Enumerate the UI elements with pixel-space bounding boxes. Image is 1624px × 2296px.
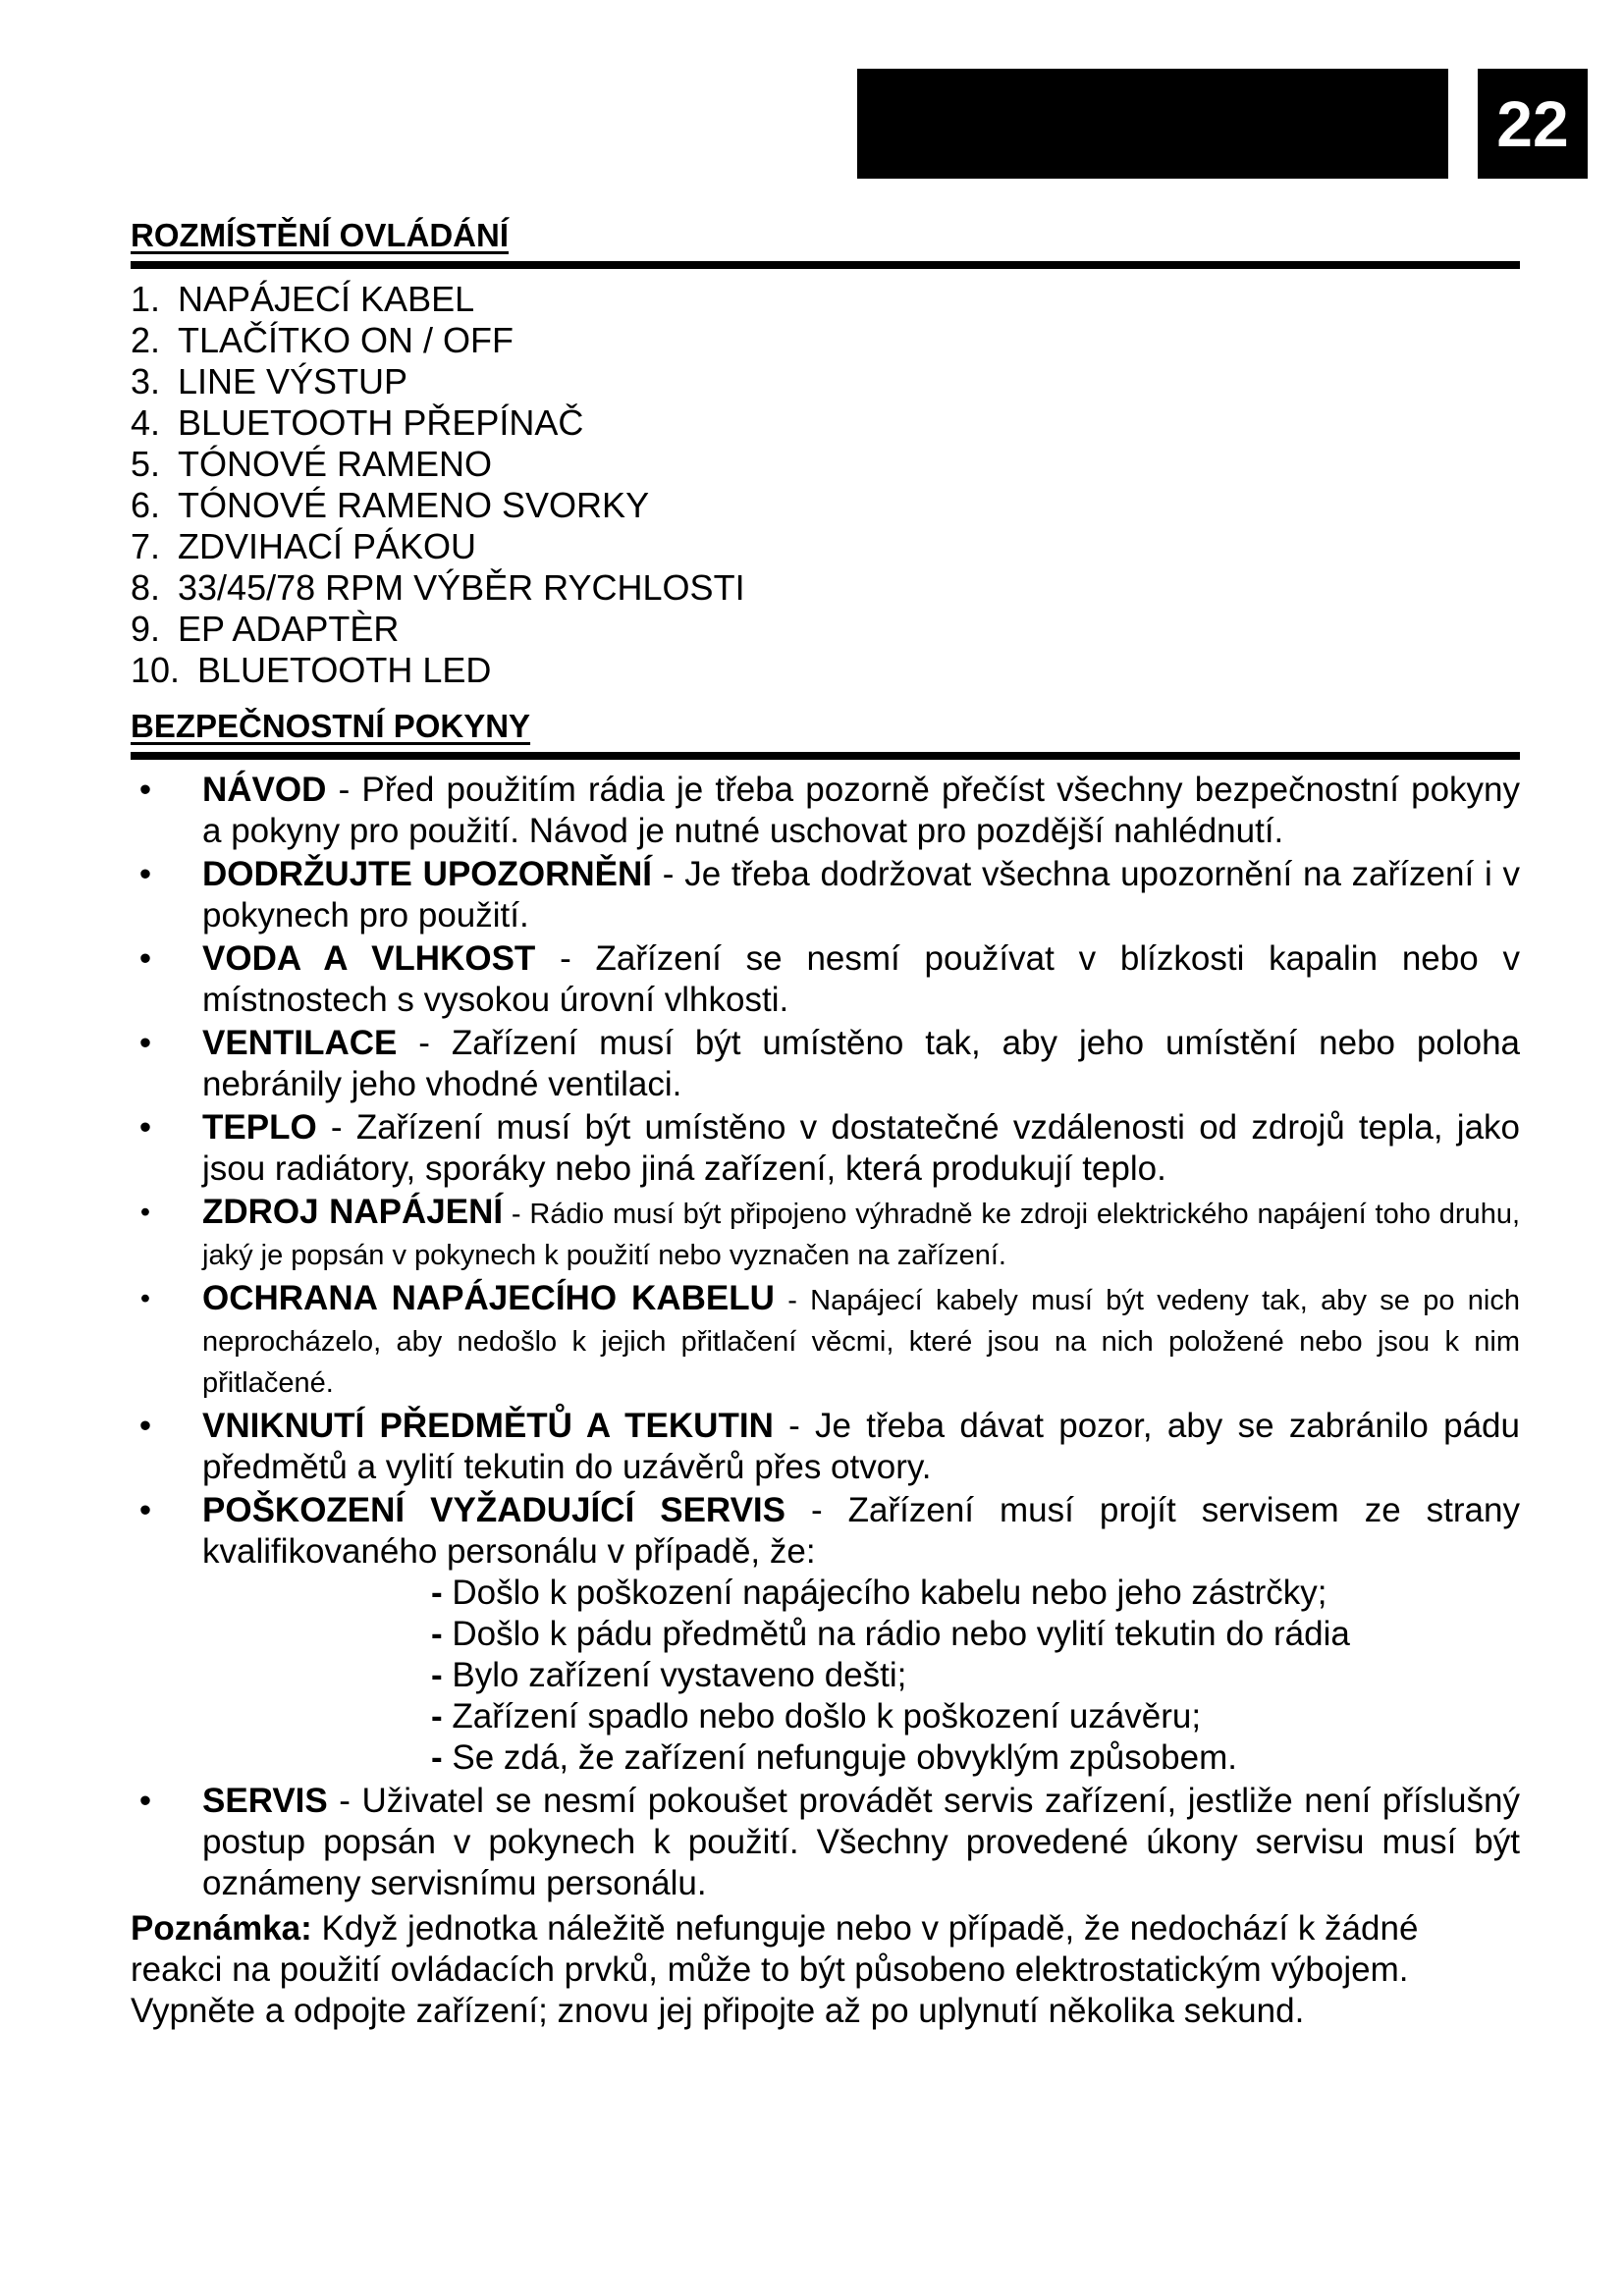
note-text: Když jednotka náležitě nefunguje nebo v případě, že nedochází k žádné reakci na použití ovládacích prvků, může to být působeno elektrostatickým výbojem. Vypněte a odpojte zařízení; znovu jej připojte až po uplynutí několika sekund. <box>131 1909 1419 2030</box>
page-number: 22 <box>1478 69 1588 179</box>
list-item: 1. NAPÁJECÍ KABEL <box>131 279 475 319</box>
safety-item-ventilation: • VENTILACE - Zařízení musí být umístěno tak, aby jeho umístění nebo poloha nebránily jeho vhodné ventilaci. <box>138 1024 1520 1103</box>
list-item: - Došlo k pádu předmětů na rádio nebo vylití tekutin do rádia <box>431 1615 1350 1653</box>
list-item: 5. TÓNOVÉ RAMENO <box>131 444 493 484</box>
safety-item-manual: • NÁVOD - Před použitím rádia je třeba pozorně přečíst všechny bezpečnostní pokyny a pokyny pro použití. Návod je nutné uschovat pro pozdější nahlédnutí. <box>138 771 1520 850</box>
safety-item-service: • SERVIS - Uživatel se nesmí pokoušet provádět servis zařízení, jestliže není příslušný postup popsán v pokynech k použití. Všechny provedené úkony servisu musí být oznámeny servisnímu personálu. <box>138 1782 1520 1902</box>
list-item: - Bylo zařízení vystaveno dešti; <box>431 1656 907 1694</box>
list-item: - Zařízení spadlo nebo došlo k poškození uzávěru; <box>431 1697 1202 1735</box>
header-black-bar <box>857 69 1448 179</box>
safety-item-warnings: • DODRŽUJTE UPOZORNĚNÍ - Je třeba dodržovat všechna upozornění na zařízení i v pokynech pro použití. <box>138 855 1520 934</box>
list-item: 9. EP ADAPTÈR <box>131 609 400 649</box>
list-item: 10. BLUETOOTH LED <box>131 650 492 690</box>
safety-item-cable-protection: • OCHRANA NAPÁJECÍHO KABELU - Napájecí kabely musí být vedeny tak, aby se po nich neprocházelo, aby nedošlo k jejich přitlačení věcmi, které jsou na nich položené nebo jsou k nim přitlačené. <box>139 1279 1520 1399</box>
list-item: 2. TLAČÍTKO ON / OFF <box>131 320 514 360</box>
page-content <box>131 212 1520 2032</box>
note-paragraph <box>131 1908 1505 2032</box>
safety-section-title: BEZPEČNOSTNÍ POKYNY <box>131 703 1520 760</box>
list-item: - Došlo k poškození napájecího kabelu nebo jeho zástrčky; <box>431 1574 1327 1612</box>
safety-list <box>131 770 1520 1904</box>
list-item: 3. LINE VÝSTUP <box>131 361 408 401</box>
safety-item-power-source: • ZDROJ NAPÁJENÍ - Rádio musí být připojeno výhradně ke zdroji elektrického napájení toho druhu, jaký je popsán v pokynech k použití nebo vyznačen na zařízení. <box>139 1193 1521 1271</box>
controls-list <box>131 279 1520 691</box>
list-item: 7. ZDVIHACÍ PÁKOU <box>131 526 477 566</box>
service-cases-list <box>202 1573 1520 1779</box>
controls-section-title: ROZMÍSTĚNÍ OVLÁDÁNÍ <box>131 212 1520 269</box>
safety-item-objects-liquids: • VNIKNUTÍ PŘEDMĚTŮ A TEKUTIN - Je třeba dávat pozor, aby se zabránilo pádu předmětů a vylití tekutin do uzávěrů přes otvory. <box>138 1407 1520 1486</box>
note-label: Poznámka: <box>131 1909 312 1948</box>
list-item: 8. 33/45/78 RPM VÝBĚR RYCHLOSTI <box>131 567 745 608</box>
safety-item-heat: • TEPLO - Zařízení musí být umístěno v dostatečné vzdálenosti od zdrojů tepla, jako jsou radiátory, sporáky nebo jiná zařízení, která produkují teplo. <box>138 1108 1520 1188</box>
list-item: - Se zdá, že zařízení nefunguje obvyklým způsobem. <box>431 1738 1237 1777</box>
list-item: 4. BLUETOOTH PŘEPÍNAČ <box>131 402 584 443</box>
list-item: 6. TÓNOVÉ RAMENO SVORKY <box>131 485 650 525</box>
safety-item-water: • VODA A VLHKOST - Zařízení se nesmí používat v blízkosti kapalin nebo v místnostech s vysokou úrovní vlhkosti. <box>138 939 1520 1019</box>
safety-item-damage-service: • POŠKOZENÍ VYŽADUJÍCÍ SERVIS - Zařízení musí projít servisem ze strany kvalifikovaného personálu v případě, že: - Došlo k poškození napájecího kabelu nebo jeho zástrčky; - Došlo k pádu předmětů na rádio nebo vylití tekutin do rádia - Bylo zařízení vystaveno dešti; - Zařízení spadlo nebo došlo k poškození uzávěru; - Se zdá, že zařízení nefunguje obvyklým způsobem. <box>138 1491 1520 1777</box>
